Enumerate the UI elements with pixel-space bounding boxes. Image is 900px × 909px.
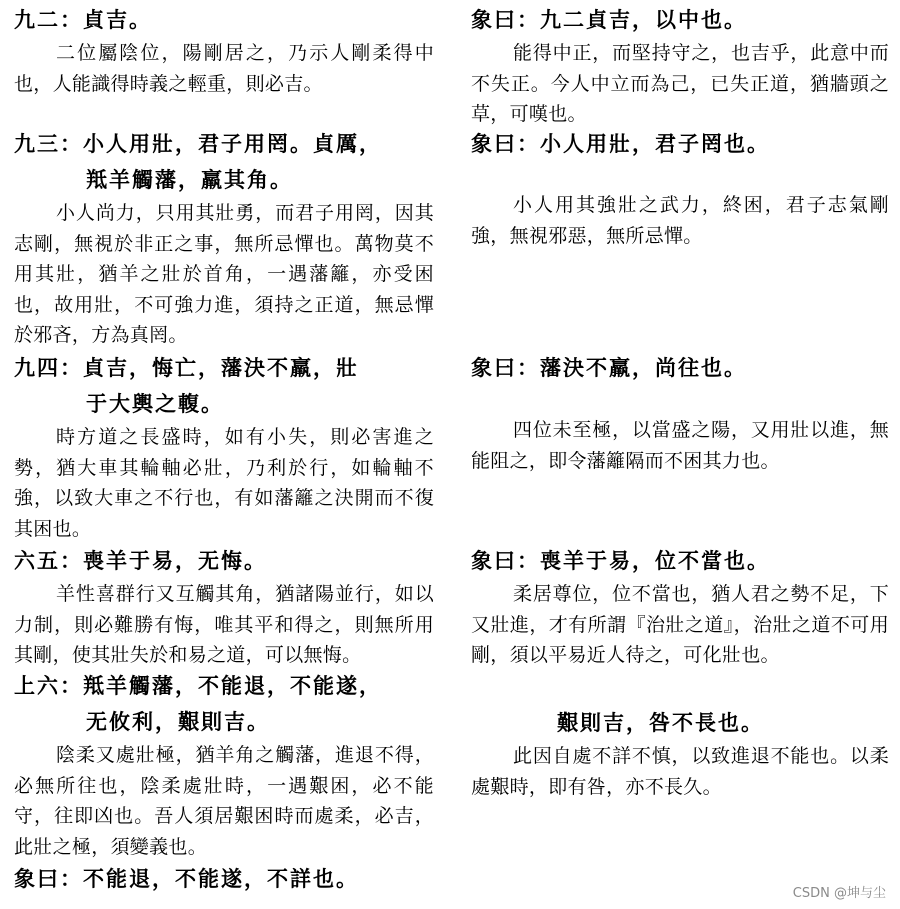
xiang-jiu-er bbox=[471, 2, 889, 130]
section-heading-continued: 羝羊觸藩，羸其角。 bbox=[86, 167, 293, 192]
section-heading: 象曰：不能退，不能遂，不詳也。 bbox=[14, 866, 359, 891]
section-commentary: 羊性喜群行又互觸其角，猶諸陽並行，如以力制，則必難勝有悔，唯其平和得之，則無所用其剛，使其壯失於和易之道，可以無悔。 bbox=[14, 583, 434, 666]
section-heading: 上六：羝羊觸藩，不能退，不能遂， bbox=[14, 673, 382, 698]
section-heading: 九三：小人用壯，君子用罔。貞厲， bbox=[14, 131, 382, 156]
section-commentary: 二位屬陰位，陽剛居之，乃示人剛柔得中也，人能識得時義之輕重，則必吉。 bbox=[14, 42, 434, 95]
section-heading: 象曰：九二貞吉，以中也。 bbox=[471, 7, 747, 32]
section-heading-continued: 于大輿之輹。 bbox=[86, 391, 224, 416]
section-heading: 象曰：藩決不羸，尚往也。 bbox=[471, 355, 747, 380]
section-heading: 六五：喪羊于易，无悔。 bbox=[14, 548, 267, 573]
section-jiu-er bbox=[14, 2, 434, 99]
xiang-jiu-si bbox=[471, 350, 889, 476]
section-commentary: 能得中正，而堅持守之，也吉乎，此意中而不失正。今人中立而為己，已失正道，猶牆頭之草，可嘆也。 bbox=[471, 42, 889, 125]
section-commentary: 時方道之長盛時，如有小失，則必害進之勢，猶大車其輪軸必壯，乃利於行，如輪軸不強，以致大車之不行也，有如藩籬之決開而不復其困也。 bbox=[14, 426, 434, 540]
section-heading-continued: 无攸利，艱則吉。 bbox=[86, 709, 270, 734]
section-shang-liu-xiang bbox=[14, 861, 434, 897]
section-commentary: 小人尚力，只用其壯勇，而君子用罔，因其志剛，無視於非正之事，無所忌憚也。萬物莫不用其壯，猶羊之壯於首角，一遇藩籬，亦受困也，故用壯，不可強力進，須持之正道，無忌憚於邪吝，方為真罔。 bbox=[14, 202, 434, 346]
section-commentary: 柔居尊位，位不當也，猶人君之勢不足，下又壯進，才有所謂『治壯之道』，治壯之道不可用剛，須以平易近人待之，可化壯也。 bbox=[471, 583, 889, 666]
section-heading: 象曰：小人用壯，君子罔也。 bbox=[471, 131, 770, 156]
section-jiu-si bbox=[14, 350, 434, 544]
section-jiu-san bbox=[14, 126, 434, 351]
section-heading: 九四：貞吉，悔亡，藩決不羸，壯 bbox=[14, 355, 359, 380]
section-heading: 九二：貞吉。 bbox=[14, 7, 152, 32]
section-heading: 象曰：喪羊于易，位不當也。 bbox=[471, 548, 770, 573]
section-commentary: 此因自處不詳不慎，以致進退不能也。以柔處艱時，即有咎，亦不長久。 bbox=[471, 745, 889, 798]
xiang-shang-liu bbox=[471, 705, 889, 802]
section-commentary: 小人用其強壯之武力，終困，君子志氣剛強，無視邪惡，無所忌憚。 bbox=[471, 194, 889, 247]
xiang-liu-wu bbox=[471, 543, 889, 671]
watermark: CSDN @坤与尘 bbox=[792, 886, 886, 901]
section-commentary: 四位未至極，以當盛之陽，又用壯以進，無能阻之，即令藩籬隔而不困其力也。 bbox=[471, 419, 889, 472]
section-heading: 艱則吉，咎不長也。 bbox=[557, 710, 764, 735]
section-commentary: 陰柔又處壯極，猶羊角之觸藩，進退不得，必無所往也，陰柔處壯時，一遇艱困，必不能守，往即凶也。吾人須居艱困時而處柔，必吉，此壯之極，須變義也。 bbox=[14, 744, 434, 858]
xiang-jiu-san bbox=[471, 126, 889, 251]
section-liu-wu bbox=[14, 543, 434, 671]
section-shang-liu bbox=[14, 668, 434, 862]
